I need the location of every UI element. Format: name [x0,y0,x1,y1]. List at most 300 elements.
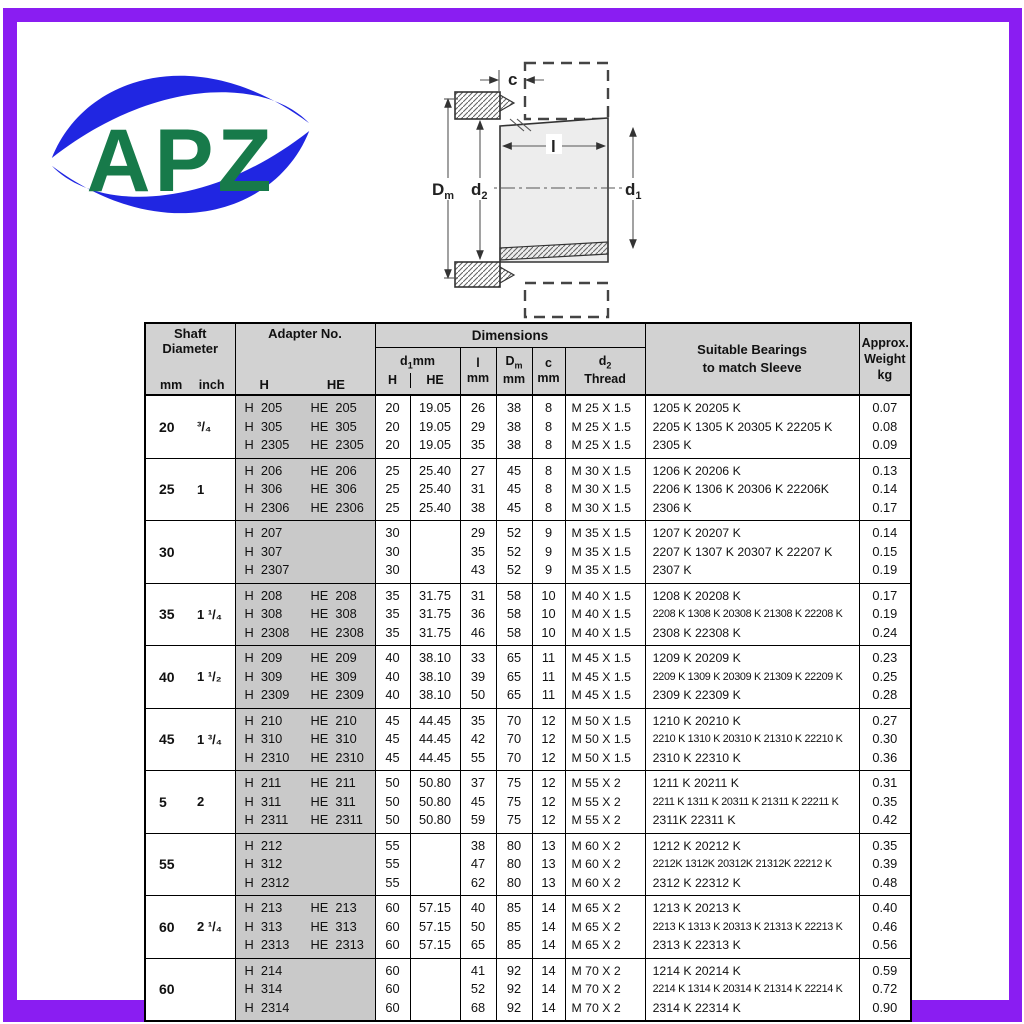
d1-h-value: 35 [385,624,400,640]
d1-h-value: 40 [385,650,400,665]
d1-he-value: 25.40 [418,462,452,478]
table-row [145,583,911,646]
d2-cell [565,771,645,834]
c-value: 14 [541,981,556,996]
dm-value: 92 [506,962,522,978]
d2-thread-value: M 45 X 1.5 [571,651,631,665]
adapter-he-value: HE 313 [310,918,357,934]
dm-label: $D_m$ [432,180,455,202]
bearings-cell [645,583,859,646]
adapter-cell [235,521,375,584]
c-value: 9 [544,562,553,577]
dm-value: 52 [506,525,522,540]
adapter-he-value: HE 2313 [310,937,364,952]
adapter-he-value: HE 2309 [310,687,364,702]
d1-he-value: 38.10 [418,650,452,665]
adapter-h-value: H 213 [244,900,283,915]
dm-cell [496,521,532,584]
weight-value: 0.36 [872,749,898,765]
d1h-cell [375,896,410,959]
adapter-h-value: H 314 [244,981,283,996]
c-value: 12 [541,793,556,809]
shaft-cell [145,583,235,646]
l-cell [460,646,496,709]
weight-value: 0.72 [872,981,898,996]
dm-value: 75 [506,812,522,827]
d1-h-value: 60 [385,900,400,915]
bearings-value: 2212K 1312K 20312K 21312K 22212 K [652,858,832,870]
adapter-h-value: H 2309 [244,687,290,702]
shaft-inch-value: 2 ¹/₄ [197,919,222,935]
c-value: 12 [541,775,556,790]
d1-h-value: 30 [385,562,400,577]
c-value: 9 [544,525,553,540]
bearings-value: 2306 K [652,500,692,515]
bearings-cell [645,833,859,896]
d1-he-value: 57.15 [418,918,452,934]
dm-value: 85 [506,937,522,952]
bearings-cell [645,771,859,834]
adapter-h-value: H 313 [244,918,283,934]
d1h-cell [375,646,410,709]
bearings-cell [645,458,859,521]
shaft-cell [145,896,235,959]
header-d1mm: $d_1mm$ H HE [375,348,460,395]
weight-value: 0.23 [872,650,898,665]
shaft-mm-value: 60 [159,918,175,935]
d1-he-value: 38.10 [418,687,452,702]
shaft-cell [145,958,235,1021]
weight-cell [859,458,911,521]
adapter-h-value: H 310 [244,731,283,746]
l-value: 68 [470,999,486,1015]
weight-value: 0.08 [872,418,898,434]
adapter-cell [235,395,375,458]
adapter-he-value: HE 208 [310,587,357,603]
c-label: c [508,70,518,89]
l-value: 38 [470,837,486,853]
l-value: 27 [470,462,486,478]
d1h-cell [375,958,410,1021]
dm-value: 58 [506,587,522,603]
table-row [145,958,911,1021]
l-value: 62 [470,874,486,890]
bearings-value: 1208 K 20208 K [652,588,741,603]
bearings-value: 2307 K [652,563,692,577]
bearings-cell [645,708,859,771]
d1-h-value: 45 [385,712,400,728]
adapter-he-value: HE 211 [310,775,356,790]
weight-value: 0.42 [872,812,898,827]
adapter-he-value: HE 205 [310,400,357,415]
dm-value: 85 [506,900,522,915]
d1-h-value: 40 [385,687,400,702]
header-dm: $D_m$ mm [496,348,532,395]
d1-h-value: 45 [385,749,400,765]
d1he-cell [410,458,460,521]
weight-value: 0.07 [872,400,898,415]
weight-value: 0.40 [872,900,898,915]
shaft-mm-value: 30 [159,543,175,560]
weight-value: 0.35 [872,793,898,809]
shaft-mm-unit: mm [160,378,183,392]
d1-he-value: 19.05 [418,418,452,434]
d1-h-value: 45 [385,731,400,746]
dm-value: 38 [506,437,522,452]
weight-value: 0.46 [872,918,898,934]
l-value: 50 [470,918,486,934]
d2-thread-value: M 60 X 2 [571,857,621,871]
adapter-he-value: HE 311 [310,793,356,809]
c-value: 14 [541,999,556,1015]
c-cell [532,521,565,584]
l-value: 29 [470,525,486,540]
header-approx-weight [859,323,911,395]
l-value: 26 [470,400,486,415]
l-value: 43 [470,562,486,577]
d1-he-value: 57.15 [418,900,452,915]
d1-he-value: 25.40 [418,499,452,515]
dm-value: 80 [506,874,522,890]
shaft-mm-value: 20 [159,418,175,435]
weight-value: 0.24 [872,624,898,640]
l-value: 36 [470,606,486,621]
d2-cell [565,896,645,959]
weight-value: 0.19 [872,606,898,621]
adapter-h-value: H 214 [244,962,283,978]
shaft-cell [145,458,235,521]
l-cell [460,771,496,834]
d1-he-value: 31.75 [418,624,452,640]
d1-h-value: 35 [385,606,400,621]
d1-he-value: 50.80 [418,775,452,790]
d1-h-value: 20 [385,437,400,452]
c-value: 12 [541,712,556,728]
weight-value: 0.59 [872,962,898,978]
dm-value: 92 [506,999,522,1015]
l-cell [460,583,496,646]
d2-thread-value: M 25 X 1.5 [571,401,631,415]
dm-cell [496,458,532,521]
table-row [145,646,911,709]
bearings-cell [645,395,859,458]
l-value: 52 [470,981,486,996]
shaft-cell [145,395,235,458]
d1h-cell [375,583,410,646]
dm-value: 58 [506,624,522,640]
weight-cell [859,521,911,584]
adapter-h-value: H 305 [244,418,283,434]
weight-value: 0.15 [872,543,898,559]
dm-value: 38 [506,418,522,434]
d1-he-value: 19.05 [418,400,452,415]
table-row [145,833,911,896]
table-header [145,323,911,395]
shaft-mm-value: 35 [159,606,175,623]
adapter-h-value: H 307 [244,543,283,559]
adapter-h-value: H 2311 [244,812,289,827]
c-value: 10 [541,587,556,603]
d1he-cell [410,958,460,1021]
d1-he-value: 50.80 [418,793,452,809]
table-row [145,395,911,458]
adapter-he-value: HE 310 [310,731,357,746]
dm-value: 75 [506,775,522,790]
d1he-cell [410,395,460,458]
d2-thread-value: M 50 X 1.5 [571,750,631,765]
l-cell [460,708,496,771]
dm-value: 85 [506,918,522,934]
d2-cell [565,521,645,584]
adapter-he-value: HE 2305 [310,437,364,452]
adapter-sleeve-spec-table [144,322,912,1022]
d2-thread-value: M 55 X 2 [571,794,621,809]
c-value: 13 [541,874,556,890]
l-value: 41 [470,962,486,978]
l-cell [460,958,496,1021]
c-cell [532,583,565,646]
bearings-value: 1212 K 20212 K [652,838,741,853]
adapter-h-value: H 308 [244,606,283,621]
d1he-cell [410,896,460,959]
d2-thread-value: M 25 X 1.5 [571,419,631,434]
d2-thread-value: M 30 X 1.5 [571,463,631,478]
dm-cell [496,833,532,896]
l-value: 55 [470,749,486,765]
shaft-cell [145,708,235,771]
d2-cell [565,395,645,458]
d1-he-value: 31.75 [418,606,452,621]
adapter-h-value: H 312 [244,856,283,871]
d1he-cell [410,583,460,646]
adapter-cell [235,896,375,959]
l-cell [460,833,496,896]
d1he-cell [410,646,460,709]
dm-cell [496,395,532,458]
adapter-h-value: H 206 [244,462,283,478]
d1-h-value: 35 [385,587,400,603]
dm-cell [496,646,532,709]
c-value: 14 [541,937,556,952]
adapter-he-value: HE 306 [310,481,357,496]
logo-text: APZ [86,110,276,210]
weight-value: 0.39 [872,856,898,871]
dm-value: 52 [506,562,522,577]
weight-header-line2: Weight [864,351,906,366]
dm-value: 70 [506,749,522,765]
d1-h-value: 55 [385,856,400,871]
weight-value: 0.56 [872,937,898,952]
adapter-h-value: H 205 [244,400,283,415]
header-shaft-diameter [145,323,235,395]
dm-value: 80 [506,837,522,853]
dm-value: 45 [506,462,522,478]
dm-value: 92 [506,981,522,996]
adapter-h-col: H [259,377,269,392]
l-value: 31 [470,587,486,603]
d2-thread-value: M 35 X 1.5 [571,544,631,559]
weight-value: 0.09 [872,437,898,452]
c-value: 8 [544,437,553,452]
adapter-h-value: H 212 [244,837,283,853]
l-cell [460,521,496,584]
bearings-value: 2314 K 22314 K [652,1000,741,1015]
dm-value: 45 [506,481,522,496]
d1-h-value: 20 [385,418,400,434]
table-row [145,521,911,584]
weight-value: 0.19 [872,562,898,577]
bearings-value: 2309 K 22309 K [652,688,741,702]
d1-he-value: 25.40 [418,481,452,496]
bearings-value: 2209 K 1309 K 20309 K 21309 K 22209 K [652,670,843,683]
c-value: 11 [541,650,556,665]
d2-thread-value: M 30 X 1.5 [571,500,631,515]
bearings-value: 1211 K 20211 K [652,776,739,790]
weight-value: 0.14 [872,525,898,540]
c-cell [532,833,565,896]
header-d2-thread: $d_2$ Thread [565,348,645,395]
d1-h-value: 60 [385,962,400,978]
dm-cell [496,958,532,1021]
adapter-h-value: H 311 [244,793,282,809]
l-value: 38 [470,499,486,515]
c-cell [532,458,565,521]
dm-cell [496,896,532,959]
shaft-cell [145,521,235,584]
c-value: 12 [541,731,556,746]
d2-thread-value: M 65 X 2 [571,901,621,915]
d1-he-value: 31.75 [418,587,452,603]
bearings-value: 2213 K 1313 K 20313 K 21313 K 22213 K [652,920,843,933]
bearings-cell [645,958,859,1021]
l-value: 37 [470,775,486,790]
d1-h-value: 60 [385,937,400,952]
adapter-h-value: H 209 [244,650,283,665]
bearings-value: 2210 K 1310 K 20310 K 21310 K 22210 K [652,733,843,745]
adapter-cell [235,833,375,896]
c-value: 8 [544,499,553,515]
adapter-he-value: HE 305 [310,418,357,434]
dm-value: 65 [506,650,522,665]
adapter-h-value: H 207 [244,525,283,540]
adapter-h-value: H 306 [244,481,283,496]
l-label: l [551,137,556,156]
adapter-h-value: H 208 [244,587,283,603]
apz-logo [42,50,320,238]
shaft-mm-value: 45 [159,731,175,748]
d1h-cell [375,521,410,584]
dm-value: 65 [506,687,522,702]
d1-h-value: 55 [385,837,400,853]
l-value: 33 [470,650,486,665]
d1h-cell [375,708,410,771]
shaft-inch-value: 1 [197,481,205,497]
dm-cell [496,771,532,834]
adapter-h-value: H 210 [244,712,283,728]
adapter-h-value: H 2313 [244,937,290,952]
bearings-value: 2313 K 22313 K [652,938,741,952]
d2-thread-value: M 50 X 1.5 [571,732,631,746]
d2-thread-value: M 40 X 1.5 [571,607,631,621]
adapter-h-value: H 309 [244,668,283,684]
l-value: 31 [470,481,486,496]
d2-thread-value: M 55 X 2 [571,813,621,827]
header-l: l mm [460,348,496,395]
bearings-value: 2312 K 22312 K [652,875,741,890]
d2-thread-value: M 40 X 1.5 [571,588,631,603]
adapter-h-value: H 2308 [244,624,290,640]
bearings-value: 2305 K [652,438,692,452]
shaft-inch-value: 2 [197,794,205,810]
shaft-mm-value: 60 [159,981,175,998]
bearings-value: 1206 K 20206 K [652,463,741,478]
l-value: 46 [470,624,486,640]
sleeve-technical-drawing [388,42,680,324]
dm-value: 70 [506,712,522,728]
l-value: 40 [470,900,486,915]
c-value: 14 [541,962,556,978]
adapter-h-value: H 2305 [244,437,290,452]
bearings-value: 1210 K 20210 K [652,713,741,728]
weight-cell [859,583,911,646]
d2-cell [565,833,645,896]
weight-cell [859,958,911,1021]
dm-value: 65 [506,668,522,684]
c-value: 10 [541,606,556,621]
shaft-cell [145,771,235,834]
adapter-he-value: HE 2308 [310,624,364,640]
dm-cell [496,708,532,771]
dm-value: 45 [506,499,522,515]
adapter-he-value: HE 2311 [310,812,363,827]
d1-he-subcol: HE [410,373,460,389]
d2-thread-value: M 60 X 2 [571,875,621,890]
l-value: 39 [470,668,486,684]
adapter-cell [235,771,375,834]
d1h-cell [375,395,410,458]
d1-he-value: 44.45 [418,731,452,746]
shaft-inch-value: 1 ³/₄ [197,731,222,747]
bearings-value: 2205 K 1305 K 20305 K 22205 K [652,419,833,434]
l-value: 65 [470,937,486,952]
adapter-he-value: HE 2310 [310,749,364,765]
shaft-inch-value: ³/₄ [197,419,212,435]
bearings-value: 2214 K 1314 K 20314 K 21314 K 22214 K [652,983,843,995]
shaft-header-line2: Diameter [162,341,219,356]
shaft-mm-value: 40 [159,668,175,685]
nut-section-bottom [455,262,500,287]
dm-value: 70 [506,731,522,746]
adapter-h-value: H 2307 [244,562,290,577]
d2-thread-value: M 35 X 1.5 [571,563,631,577]
l-value: 59 [470,812,486,827]
table-row [145,708,911,771]
adapter-cell [235,583,375,646]
bearings-value: 1214 K 20214 K [652,963,741,978]
l-value: 50 [470,687,486,702]
c-value: 14 [541,900,556,915]
c-value: 11 [541,668,556,684]
c-cell [532,896,565,959]
d2-thread-value: M 35 X 1.5 [571,526,631,540]
adapter-he-value: HE 206 [310,462,357,478]
shaft-header-line1: Shaft [174,326,207,341]
dm-value: 75 [506,793,522,809]
weight-cell [859,833,911,896]
adapter-h-value: H 2314 [244,999,290,1015]
weight-value: 0.31 [872,775,898,790]
d1he-cell [410,708,460,771]
